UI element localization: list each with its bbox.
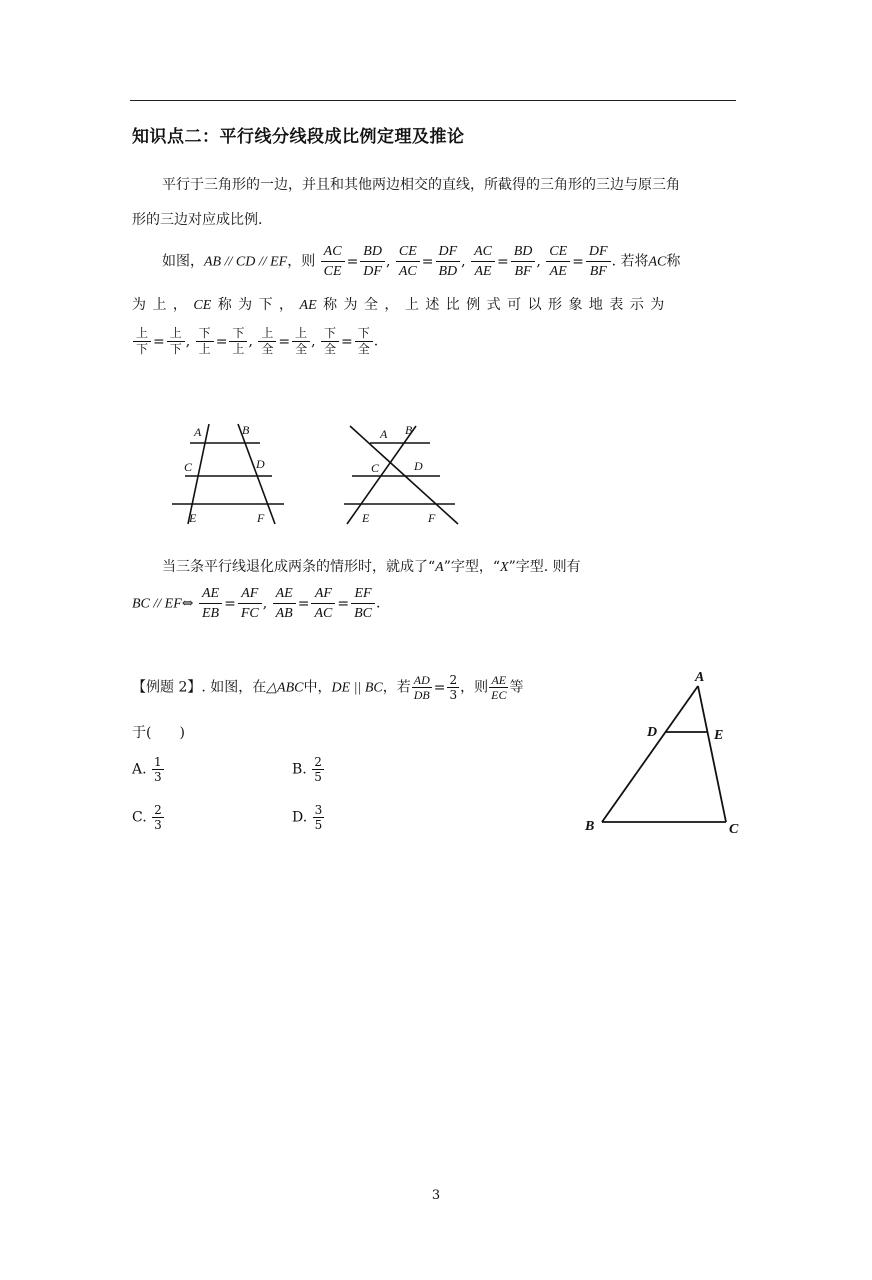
label-f: F [428, 511, 436, 525]
fraction: $\frac{\text{下}}{\text{上}}$ [196, 326, 214, 357]
theorem-line-2: 形的三边对应成比例. [132, 212, 263, 228]
right-figure [344, 426, 458, 524]
degenerate-proportions: BC // EF⇔ $\frac{AE}{EB}$ = $\frac{AF}{FC}$ , $\frac{AE}{AB}$ = $\frac{AF}{AC}$ = $\frac{EF}{BC}$ . [132, 586, 381, 621]
fraction: $\frac{\text{上}}{\text{下}}$ [167, 326, 185, 357]
given-value: $\frac{2}{3}$ [449, 673, 458, 702]
label-b: B [405, 423, 413, 437]
fraction: $\frac{AC}{AE}$ [471, 242, 495, 281]
label-b: B [242, 423, 250, 437]
fraction: $\frac{\text{下}}{\text{全}}$ [321, 326, 339, 357]
label-c: C [184, 460, 193, 474]
problem-line-2: 于( ) [132, 725, 185, 741]
section-title: 知识点二：平行线分线段成比例定理及推论 [132, 127, 465, 147]
label-f: F [257, 511, 265, 525]
fraction: $\frac{\text{上}}{\text{全}}$ [292, 326, 310, 357]
fraction: $\frac{DF}{BD}$ [436, 242, 461, 281]
label-e: E [189, 511, 197, 525]
proportion-statement: 如图，AB // CD // EF，则 $\frac{AC}{CE}$ = $\frac{BD}{DF}$ , $\frac{CE}{AC}$ = $\frac{DF}{BD}$ , $\frac{AC}{AE}$ = $\frac{BD}{BF}$ , $\frac{CE}{AE}$ = $\frac{DF}{BF}$ . 若将AC称 [162, 244, 681, 279]
problem-label: 【例题 2】 [132, 679, 202, 696]
degenerate-line: 当三条平行线退化成两条的情形时，就成了“A”字型，“X”字型. 则有 [162, 559, 581, 575]
naming-line [132, 294, 664, 314]
fraction: $\frac{AF}{FC}$ [238, 584, 262, 623]
option-c[interactable]: C. $\frac{2}{3}$ [132, 803, 162, 832]
label-d: D [414, 459, 423, 473]
ae-symbol: AE [299, 298, 317, 313]
fraction: $\frac{CE}{AE}$ [546, 242, 570, 281]
label-a: A [380, 427, 388, 441]
shape-proportions: $\frac{\text{上}}{\text{下}}$ = $\frac{\text{上}}{\text{下}}$ , $\frac{\text{下}}{\text{上}}$ = $\frac{\text{下}}{\text{上}}$ , $\frac{\text{上}}{\text{全}}$ = $\frac{\text{上}}{\text{全}}$ , $\frac{\text{下}}{\text{全}}$ = $\frac{\text{下}}{\text{全}}$ . [132, 326, 378, 357]
a-shape: A [435, 560, 444, 575]
parallel-statement: AB // CD // EF [204, 254, 288, 270]
fraction: $\frac{\text{上}}{\text{下}}$ [133, 326, 151, 357]
left-figure [172, 424, 284, 524]
fraction: $\frac{DF}{BF}$ [586, 242, 611, 281]
fraction: $\frac{\text{上}}{\text{全}}$ [258, 326, 276, 357]
given-ratio: $\frac{AD}{DB}$ [413, 673, 430, 702]
cheng-text: 称 [666, 253, 681, 270]
fraction: $\frac{\text{下}}{\text{全}}$ [355, 326, 373, 357]
fraction: $\frac{\text{下}}{\text{上}}$ [229, 326, 247, 357]
parallel-lines-figures [160, 410, 480, 535]
fraction: $\frac{AF}{AC}$ [311, 584, 335, 623]
option-a[interactable]: A. $\frac{1}{3}$ [132, 755, 162, 784]
lead-text: 如图， [162, 253, 204, 270]
label-e: E [714, 728, 724, 743]
de-bc-parallel: DE || BC [331, 680, 383, 696]
x-shape: X [500, 560, 509, 575]
naming-text-c: 称 为 全 ， 上 述 比 例 式 可 以 形 象 地 表 示 为 [323, 297, 665, 313]
option-d[interactable]: D. $\frac{3}{5}$ [292, 803, 323, 832]
bc-ef-parallel: BC // EF [132, 596, 182, 612]
option-b[interactable]: B. $\frac{2}{5}$ [292, 755, 322, 784]
label-d: D [647, 725, 658, 740]
label-d: D [256, 457, 265, 471]
page-number: 3 [431, 1188, 441, 1203]
fraction: $\frac{BD}{DF}$ [360, 242, 385, 281]
label-c: C [729, 822, 739, 837]
theorem-line-1: 平行于三角形的一边，并且和其他两边相交的直线，所截得的三角形的三边与原三角 [162, 177, 680, 193]
fraction: $\frac{CE}{AC}$ [396, 242, 420, 281]
fraction: $\frac{AE}{AB}$ [273, 584, 296, 623]
ac-symbol: AC [648, 254, 667, 270]
naming-text-a: 为 上 ， [132, 297, 187, 313]
fraction: $\frac{BD}{BF}$ [511, 242, 536, 281]
ce-symbol: CE [193, 298, 212, 313]
header-rule [130, 100, 736, 101]
fraction: $\frac{AE}{EB}$ [199, 584, 222, 623]
fraction: $\frac{EF}{BC}$ [351, 584, 375, 623]
ask-ratio: $\frac{AE}{EC}$ [491, 673, 507, 702]
iff-symbol: ⇔ [181, 595, 194, 612]
label-b: B [585, 819, 595, 834]
problem-statement: 【例题 2】. 如图，在△ABC中，DE || BC，若 $\frac{AD}{DB}$ = $\frac{2}{3}$ ，则 $\frac{AE}{EC}$ 等 [132, 673, 524, 702]
triangle-symbol: △ABC [266, 680, 304, 696]
fraction: $\frac{AC}{CE}$ [321, 242, 345, 281]
label-a: A [194, 425, 202, 439]
naming-text-b: 称 为 下 ， [217, 297, 294, 313]
label-c: C [371, 461, 380, 475]
then-text: ，则 [287, 253, 316, 270]
label-e: E [362, 511, 370, 525]
after-text: . 若将 [611, 253, 649, 270]
label-a: A [695, 670, 705, 685]
triangle-figure [580, 660, 750, 845]
